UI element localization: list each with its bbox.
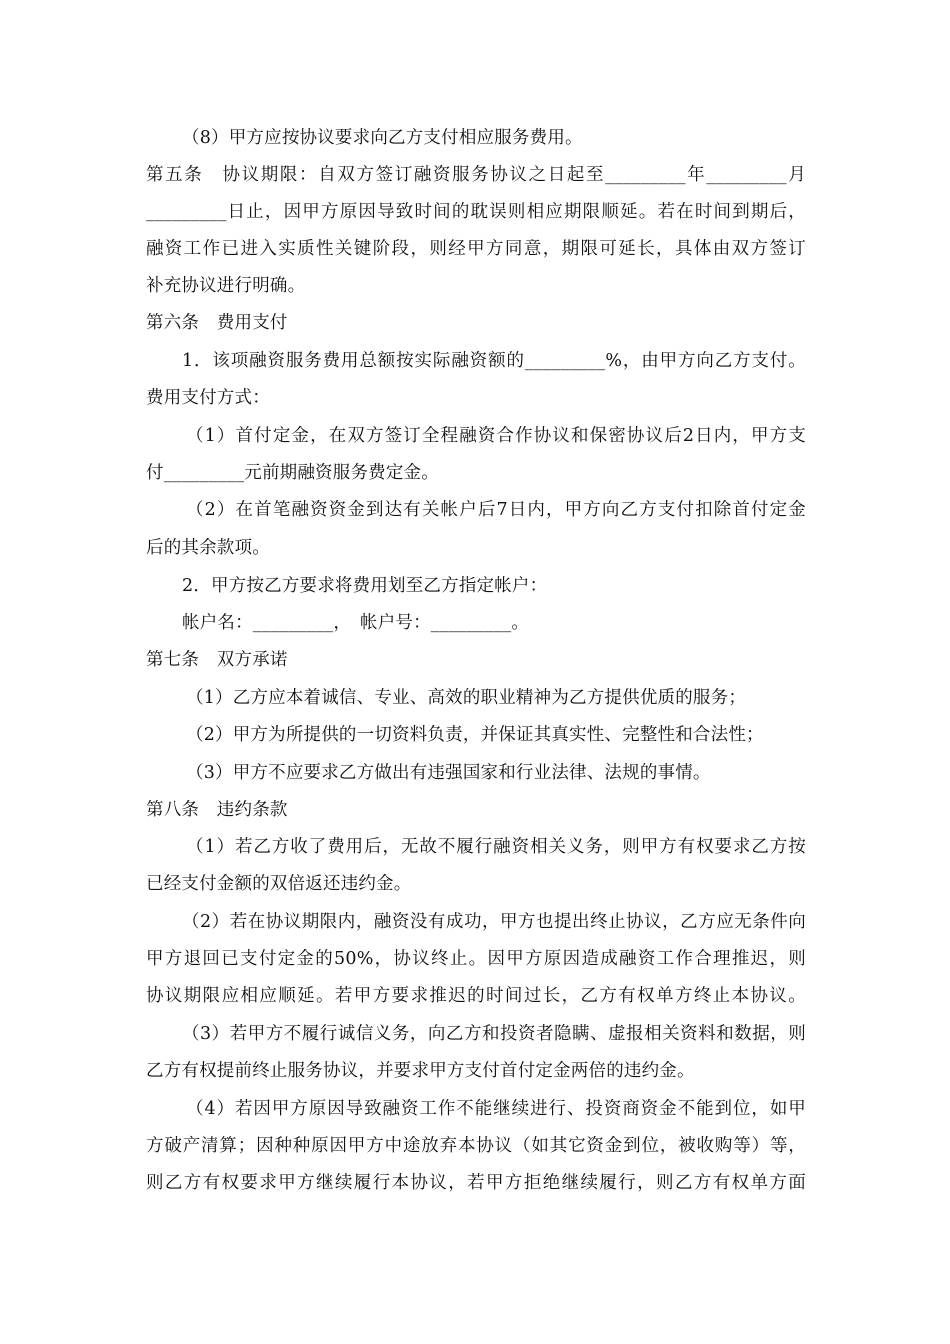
text-line: 补充协议进行明确。 bbox=[146, 276, 306, 296]
section-heading: 第六条 费用支付 bbox=[146, 313, 288, 333]
text-line: 甲方退回已支付定金的50%，协议终止。因甲方原因造成融资工作合理推迟，则 bbox=[146, 949, 806, 969]
text-line: 费用支付方式： bbox=[146, 388, 270, 408]
text-line: 1．该项融资服务费用总额按实际融资额的_________%，由甲方向乙方支付。 bbox=[182, 351, 806, 371]
text-line: 帐户名：_________， 帐户号：_________。 bbox=[182, 613, 530, 633]
text-line: （2）在首笔融资资金到达有关帐户后7日内，甲方向乙方支付扣除首付定金 bbox=[186, 500, 806, 520]
text-line: （4）若因甲方原因导致融资工作不能继续进行、投资商资金不能到位，如甲 bbox=[186, 1099, 806, 1119]
text-line: 2．甲方按乙方要求将费用划至乙方指定帐户： bbox=[182, 576, 548, 596]
text-line: 乙方有权提前终止服务协议，并要求甲方支付首付定金两倍的违约金。 bbox=[146, 1061, 695, 1081]
text-line: （1）首付定金，在双方签订全程融资合作协议和保密协议后2日内，甲方支 bbox=[186, 426, 806, 446]
text-line: （8）甲方应按协议要求向乙方支付相应服务费用。 bbox=[182, 128, 583, 148]
text-line: 后的其余款项。 bbox=[146, 538, 270, 558]
text-line: 协议期限应相应顺延。若甲方要求推迟的时间过长，乙方有权单方终止本协议。 bbox=[146, 986, 806, 1006]
text-line: （3）甲方不应要求乙方做出有违强国家和行业法律、法规的事情。 bbox=[186, 763, 711, 783]
text-line: 付_________元前期融资服务费定金。 bbox=[146, 463, 439, 483]
text-line: 方破产清算；因种种原因甲方中途放弃本协议（如其它资金到位，被收购等）等， bbox=[146, 1136, 806, 1156]
text-line: （2）甲方为所提供的一切资料负责，并保证其真实性、完整性和合法性； bbox=[186, 725, 764, 745]
text-line: 已经支付金额的双倍返还违约金。 bbox=[146, 874, 412, 894]
text-line: 则乙方有权要求甲方继续履行本协议，若甲方拒绝继续履行，则乙方有权单方面 bbox=[146, 1173, 806, 1193]
text-line: （1）乙方应本着诚信、专业、高效的职业精神为乙方提供优质的服务； bbox=[186, 688, 747, 708]
section-heading: 第七条 双方承诺 bbox=[146, 650, 288, 670]
text-line: 第五条 协议期限：自双方签订融资服务协议之日起至_________年_________月 bbox=[146, 165, 806, 185]
text-line: _________日止，因甲方原因导致时间的耽误则相应期限顺延。若在时间到期后， bbox=[146, 202, 806, 222]
text-line: （3）若甲方不履行诚信义务，向乙方和投资者隐瞒、虚报相关资料和数据，则 bbox=[182, 1024, 806, 1044]
text-line: 融资工作已进入实质性关键阶段，则经甲方同意，期限可延长，具体由双方签订 bbox=[146, 239, 806, 259]
section-heading: 第八条 违约条款 bbox=[146, 800, 288, 820]
text-line: （1）若乙方收了费用后，无故不履行融资相关义务，则甲方有权要求乙方按 bbox=[186, 837, 806, 857]
text-line: （2）若在协议期限内，融资没有成功，甲方也提出终止协议，乙方应无条件向 bbox=[182, 912, 806, 932]
